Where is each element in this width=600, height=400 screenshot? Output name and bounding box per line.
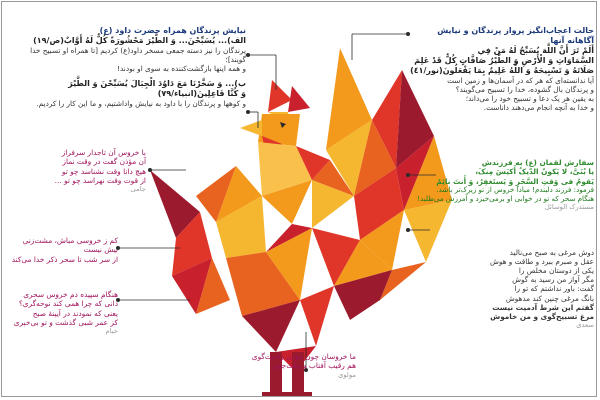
rooster-body-5 — [300, 286, 334, 346]
poem-line: هم رقیب آفتاب و وقت‌جوی — [272, 361, 356, 371]
poem-line: بانگ مرغی چنین کند مدهوش — [505, 293, 594, 303]
nur-translation-2: و پرندگان بال گشوده، خدا را تسبیح می‌گویند؟ — [455, 85, 594, 95]
nur-verse-2: السَّمَاوَاتِ وَ الْأَرْضِ وَ الطَّيْرُ صَافَّاتٍ كُلٌّ قَدْ عَلِمَ — [414, 56, 594, 65]
poem-line: عقل و صبرم ببرد و طاقت و هوش — [489, 257, 594, 267]
david-translation-3: و کوهها و پرندگان را با داود به نیایش واداشتیم، و ما این کار را کردیم. — [36, 99, 246, 109]
khayyam-poem — [8, 290, 118, 335]
poem-line: یکی از دوستان مخلص را — [518, 266, 594, 276]
poem-line: کم ز خروسی مباش، مشت‌زنی بیش نیست — [22, 236, 118, 255]
luqman-translation-1: فرمود: فرزند دلبندم! مبادا خروس از تو زیرک‌تر باشد. — [436, 184, 594, 194]
rooster-foot — [262, 392, 312, 396]
luqman-advice-panel — [410, 158, 594, 212]
poem-line: ما خروسان چون مؤذن راست‌گوی — [251, 352, 356, 361]
david-panel-title: نیایش پرندگان همراه حضرت داود (ع) — [99, 26, 246, 35]
poem-line: هنگام سپیده دم خروس سحری — [23, 290, 118, 299]
rooster-comb-1 — [268, 80, 292, 112]
david-verse-anbiya-2: وَ كُنَّا فَاعِلِينَ(انبیاء/٧٩) — [157, 89, 246, 99]
luqman-hadith-1: یا بُنَیَّ، لا یَکونُ الدّیکُ أَکیَسَ مِنکَ، — [475, 167, 594, 177]
birds-prayer-panel — [410, 26, 594, 112]
rooster-comb-2 — [288, 86, 310, 112]
nur-translation-4: و خدا به آنچه انجام می‌دهند داناست. — [483, 103, 594, 113]
poem-line: دانی که چرا همی کند نوحه‌گری؟ — [18, 299, 118, 309]
david-birds-panel — [8, 26, 246, 108]
poem-line: کز عمر شبی گذشت و تو بی‌خبری — [13, 317, 118, 327]
luqman-hadith-2: یَقومُ فی وَقتِ السَّحَرِ وَ یَستَغفِرُ، وَ أَنتَ نائِمٌ — [436, 176, 594, 186]
poem-line: هیچ دانا وقت نشناسد چو تو — [61, 166, 146, 176]
nur-verse-1: أَلَمْ تَرَ أَنَّ اللَّهَ يُسَبِّحُ لَهُ مَنْ فِي — [477, 46, 594, 55]
connector-dot — [148, 168, 152, 172]
nur-verse-3: صَلَاتَهُ وَ تَسْبِيحَهُ وَ اللَّهُ عَلِيمٌ بِمَا يَفْعَلُونَ(نور/٤١) — [410, 66, 594, 75]
birds-panel-title: حالت اعجاب‌انگیز پرواز پرندگان و نیایش آگاهانه آنها — [437, 26, 594, 45]
poem-line: مگر آواز من رسید به گوش — [512, 275, 594, 285]
rooster-dhikr-poem — [8, 236, 118, 264]
poem-line: مرغ تسبیح‌گوی و من خاموش — [490, 311, 594, 321]
poem-line: گفتم این شرط آدمیت نیست — [492, 302, 594, 312]
connector-dot — [246, 53, 250, 57]
poem-line: از قوت وقت نهراسد چو تو ... — [54, 175, 146, 185]
connector-dot — [406, 228, 410, 232]
poem-line: از سر شب تا سحر ذکر خدا می‌کند — [11, 254, 118, 264]
luqman-panel-title: سفارش لقمان (ع) به فرزندش — [481, 158, 594, 167]
david-verse-anbiya-1: ب)... وَ سَخَّرْنَا مَعَ دَاوُدَ الْجِبَالَ يُسَبِّحْنَ وَ الطَّيْرَ — [68, 79, 246, 89]
poem-line: یعنی که نمودند در آیینهٔ صبح — [32, 308, 118, 318]
david-verse-sad: الف)... يُسَبِّحْنَ... وَ الطَّيْرَ مَحْشُورَةً كُلٌّ لَهُ أَوَّابٌ(ص/١٩) — [33, 36, 246, 45]
poem-author: خیام — [105, 327, 118, 335]
poem-line: آن مؤذن گفت در وقت نماز — [62, 157, 146, 167]
poem-author: سعدی — [576, 320, 594, 329]
poem-line: با خروس آن تاجدار سرفراز — [61, 148, 146, 157]
nur-translation-3: به یقین هر یک دعا و تسبیح خود را می‌داند؛ — [465, 94, 594, 104]
poem-line: گفت: باور نداشتم که تو را — [514, 284, 594, 294]
nur-translation-1: آیا ندانسته‌ای که هر که در آسمان‌ها و زمین است — [447, 76, 594, 85]
connector-dot — [246, 110, 250, 114]
luqman-source: مستدرک الوسائل — [544, 203, 594, 212]
david-translation-1: پرندگان را نیز دسته جمعی مسخر داود(ع) کردیم [تا همراه او تسبیح خدا گویند]؛ — [30, 46, 246, 65]
jami-poem — [8, 148, 146, 193]
rumi-poem — [236, 352, 356, 379]
david-translation-2: و همه اینها بازگشت‌کننده به سوی او بودند! — [117, 64, 246, 74]
poem-author: جامی — [130, 185, 146, 193]
saadi-poem — [430, 248, 594, 329]
poem-line: دوش مرغی به صبح می‌نالید — [509, 248, 594, 257]
rooster-beak — [240, 120, 262, 136]
poem-author: مولوی — [337, 370, 356, 379]
luqman-translation-2: هنگام سحر که تو در خوابی او برمی‌خیزد و آمرزش می‌طلبد! — [417, 193, 594, 203]
